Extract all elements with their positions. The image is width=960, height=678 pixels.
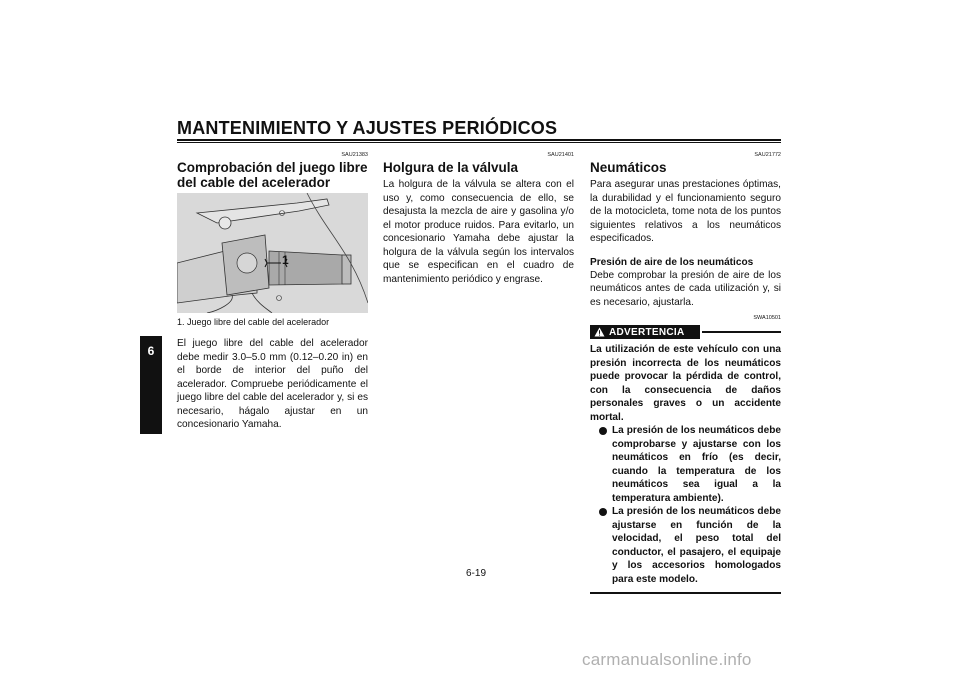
section-title-tires: Neumáticos bbox=[590, 160, 667, 175]
bullet-icon bbox=[599, 427, 607, 435]
warning-code: SWA10501 bbox=[753, 315, 781, 321]
header-rule bbox=[177, 139, 781, 141]
valve-body-text: La holgura de la válvula se altera con el uso y, como consecuencia de ello, se desajusta la mezcla de aire y gasolina y/o el motor produce ruidos. Para evitarlo, un concesionario Yamaha debe ajustar la holgura de la válvula según los intervalos que se especifican en el cuadro de mantenimiento periódico y engrase. bbox=[383, 179, 574, 285]
warning-header bbox=[590, 325, 781, 339]
tires-body-text: Para asegurar unas prestaciones óptimas, la durabilidad y el funcionamiento seguro de la motocicleta, tome nota de los puntos siguientes relativos a los neumáticos especificados. bbox=[590, 179, 781, 244]
page-header-title: MANTENIMIENTO Y AJUSTES PERIÓDICOS bbox=[177, 118, 558, 138]
section-code: SAU21383 bbox=[341, 152, 368, 158]
warning-badge bbox=[590, 325, 700, 339]
page-number: 6-19 bbox=[466, 568, 487, 579]
figure-caption: 1. Juego libre del cable del acelerador bbox=[177, 317, 330, 327]
warning-header-rule bbox=[702, 331, 781, 333]
throttle-grip-illustration bbox=[177, 193, 368, 313]
warning-triangle-icon bbox=[594, 327, 605, 337]
throttle-grip-figure bbox=[177, 193, 368, 313]
subhead-tire-pressure: Presión de aire de los neumáticos bbox=[590, 256, 754, 268]
section-title-valve: Holgura de la válvula bbox=[383, 160, 519, 175]
tire-pressure-text: Debe comprobar la presión de aire de los neumáticos antes de cada utilización y, si es necesario, ajustarla. bbox=[590, 269, 781, 308]
list-item bbox=[590, 424, 781, 505]
bullet-icon bbox=[599, 508, 607, 516]
header-rule-thin bbox=[177, 142, 781, 143]
list-item bbox=[590, 505, 781, 586]
section-code: SAU21772 bbox=[754, 152, 781, 158]
column-throttle-cable bbox=[177, 152, 368, 432]
column-tires bbox=[590, 152, 781, 594]
throttle-body-text: El juego libre del cable del acelerador debe medir 3.0–5.0 mm (0.12–0.20 in) en el borde de interior del puño del acelerador. Compruebe periódicamente el juego libre del cable del acelerador y, si es necesario, hágalo ajustar en un concesionario Yamaha. bbox=[177, 338, 368, 430]
warning-list bbox=[590, 424, 781, 586]
warning-label: ADVERTENCIA bbox=[609, 326, 685, 338]
list-item-text: La presión de los neumáticos debe comprobarse y ajustarse con los neumáticos en frío (es decir, cuando la temperatura de los neumáticos sea igual a la temperatura ambiente). bbox=[612, 425, 781, 504]
column-valve-clearance bbox=[383, 152, 574, 286]
watermark: carmanualsonline.info bbox=[582, 650, 752, 669]
chapter-tab: 6 bbox=[140, 336, 162, 434]
warning-text: La utilización de este vehículo con una presión incorrecta de los neumáticos puede provocar la pérdida de control, con la consecuencia de daños personales graves o un accidente mortal. bbox=[590, 344, 781, 423]
figure-callout-1: 1 bbox=[282, 253, 289, 267]
warning-end-rule bbox=[590, 592, 781, 594]
section-code: SAU21401 bbox=[547, 152, 574, 158]
section-title-throttle: Comprobación del juego libre del cable del acelerador bbox=[177, 160, 368, 190]
list-item-text: La presión de los neumáticos debe ajustarse en función de la velocidad, el peso total del conductor, el pasajero, el equipaje y los accesorios homologados para este modelo. bbox=[612, 506, 781, 585]
